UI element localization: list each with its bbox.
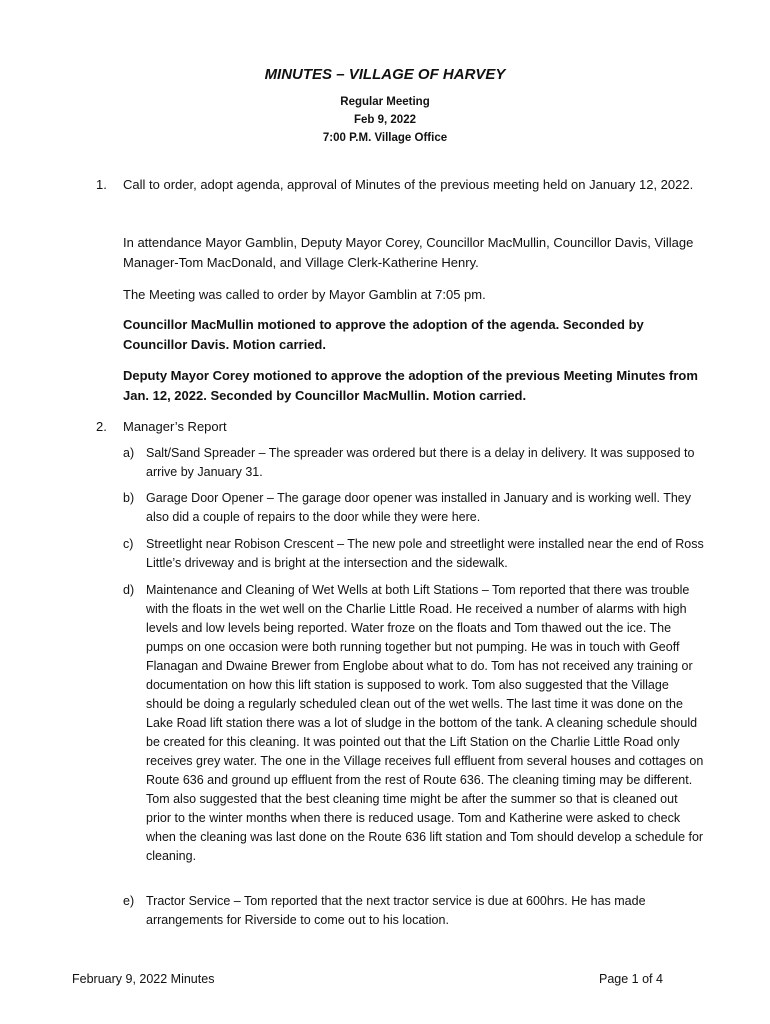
list-item-letter: b) [123,491,135,505]
section-number: 2. [96,419,107,434]
list-item-letter: c) [123,537,134,551]
meeting-date: Feb 9, 2022 [353,114,416,126]
motion-minutes: Deputy Mayor Corey motioned to approve the adoption of the previous Meeting Minutes from Jan. 12, 2022. Seconded by Councillor MacMullin. Motion carried. [123,368,698,403]
list-item-letter: a) [123,446,135,460]
section-heading: Manager’s Report [123,419,227,434]
section-heading: Call to order, adopt agenda, approval of Minutes of the previous meeting held on January 12, 2022. [123,177,694,192]
meeting-time-location: 7:00 P.M. Village Office [322,132,448,144]
document-title: MINUTES – VILLAGE OF HARVEY [264,66,506,83]
meeting-type: Regular Meeting [340,96,430,108]
footer-title: February 9, 2022 Minutes [72,972,215,986]
list-item-letter: e) [123,894,135,908]
list-item: Salt/Sand Spreader – The spreader was ordered but there is a delay in delivery. It was supposed to arrive by January 31. [146,446,695,479]
list-item-letter: d) [123,583,135,597]
list-item: Maintenance and Cleaning of Wet Wells at both Lift Stations – Tom reported that there was trouble with the floats in the wet well on the Charlie Little Road. He received a number of alarms with high levels and low levels being reported. Water froze on the floats and Tom thawed out the ice. The pumps on one occasion were both running together but not pumping. He was in touch with Geoff Flanagan and Dwaine Brewer from Englobe about what to do. Tom has not received any training or documentation on how this lift station is supposed to work. Tom also suggested that the Village should be doing a regularly scheduled clean out of the wet wells. The last time it was done on the Lake Road lift station there was a lot of sludge in the bottom of the tank. A cleaning schedule should be created for this cleaning. It was pointed out that the Lift Station on the Charlie Little Road only receives grey water. The one in the Village receives full effluent from several houses and cottages on Route 636 and ground up effluent from the rest of Route 636. The cleaning timing may be different. Tom also suggested that the best cleaning time might be after the summer so that is cleaned out prior to the winter months when there is reduced usage. Tom and Katherine were asked to check when the cleaning was last done on the Route 636 lift station and Tom should develop a schedule for cleaning. [146,583,704,863]
list-item: Tractor Service – Tom reported that the next tractor service is due at 600hrs. He has made arrangements for Riverside to come out to his location. [146,894,646,927]
motion-agenda: Councillor MacMullin motioned to approve the adoption of the agenda. Seconded by Councillor Davis. Motion carried. [123,317,644,352]
page-number: Page 1 of 4 [599,972,663,986]
attendance-paragraph: In attendance Mayor Gamblin, Deputy Mayor Corey, Councillor MacMullin, Councillor Davis, Village Manager-Tom MacDonald, and Village Clerk-Katherine Henry. [123,235,694,270]
list-item: Garage Door Opener – The garage door opener was installed in January and is working well. They also did a couple of repairs to the door while they were here. [146,491,691,524]
call-to-order-paragraph: The Meeting was called to order by Mayor Gamblin at 7:05 pm. [123,287,486,302]
section-number: 1. [96,177,107,192]
list-item: Streetlight near Robison Crescent – The new pole and streetlight were installed near the end of Ross Little’s driveway and is bright at the intersection and the sidewalk. [146,537,704,570]
